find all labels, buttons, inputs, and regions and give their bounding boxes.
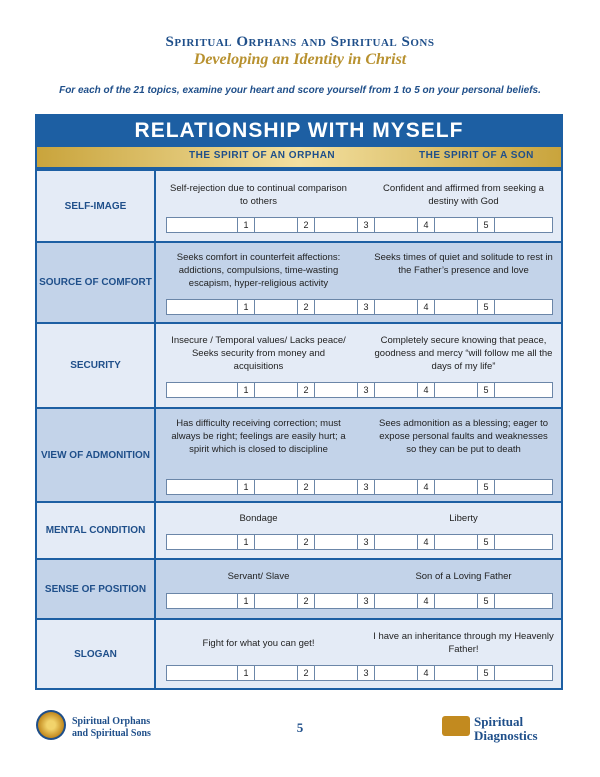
orphan-text: Self-rejection due to continual comparison to others bbox=[170, 183, 347, 207]
son-text: Confident and affirmed from seeking a destiny with God bbox=[383, 183, 544, 207]
score-5[interactable]: 5 bbox=[477, 535, 495, 549]
score-2[interactable]: 2 bbox=[297, 666, 315, 680]
score-scale[interactable] bbox=[166, 299, 553, 315]
score-5[interactable]: 5 bbox=[477, 218, 495, 232]
row-label: SELF-IMAGE bbox=[37, 171, 154, 241]
column-son: THE SPIRIT OF A SON bbox=[419, 150, 534, 161]
son-text: I have an inheritance through my Heavenly Father! bbox=[373, 631, 554, 655]
score-2[interactable]: 2 bbox=[297, 480, 315, 494]
score-1[interactable]: 1 bbox=[237, 594, 255, 608]
score-scale[interactable] bbox=[166, 382, 553, 398]
score-4[interactable]: 4 bbox=[417, 535, 435, 549]
score-5[interactable]: 5 bbox=[477, 480, 495, 494]
score-2[interactable]: 2 bbox=[297, 383, 315, 397]
score-1[interactable]: 1 bbox=[237, 666, 255, 680]
row-view-of-admonition bbox=[37, 409, 561, 501]
score-3[interactable]: 3 bbox=[357, 480, 375, 494]
score-3[interactable]: 3 bbox=[357, 594, 375, 608]
brand-line1: Spiritual bbox=[474, 714, 524, 729]
orphan-text: Has difficulty receiving correction; must always be right; feelings are easily hurt; a spirit which is closed to discipline bbox=[171, 418, 346, 455]
score-5[interactable]: 5 bbox=[477, 383, 495, 397]
score-scale[interactable] bbox=[166, 217, 553, 233]
score-1[interactable]: 1 bbox=[237, 218, 255, 232]
score-3[interactable]: 3 bbox=[357, 666, 375, 680]
son-text: Liberty bbox=[449, 513, 478, 524]
column-orphan: THE SPIRIT OF AN ORPHAN bbox=[189, 150, 336, 161]
row-label: SOURCE OF COMFORT bbox=[37, 243, 154, 322]
son-text: Sees admonition as a blessing; eager to expose personal faults and weaknesses so they can be put to death bbox=[379, 418, 548, 455]
score-5[interactable]: 5 bbox=[477, 594, 495, 608]
section-title: RELATIONSHIP WITH MYSELF bbox=[134, 119, 464, 142]
brand-line2: Diagnostics bbox=[474, 728, 538, 743]
row-sense-of-position bbox=[37, 560, 561, 618]
score-scale[interactable] bbox=[166, 534, 553, 550]
score-3[interactable]: 3 bbox=[357, 300, 375, 314]
scorecard bbox=[35, 114, 563, 690]
footer-logo-line1: Spiritual Orphans bbox=[72, 716, 151, 727]
score-2[interactable]: 2 bbox=[297, 218, 315, 232]
orphan-text: Insecure / Temporal values/ Lacks peace/ Seeks security from money and acquisitions bbox=[171, 335, 346, 372]
instructions: For each of the 21 topics, examine your heart and score yourself from 1 to 5 on your personal beliefs. bbox=[59, 85, 541, 96]
row-label: SLOGAN bbox=[37, 620, 154, 688]
row-self-image bbox=[37, 171, 561, 241]
score-3[interactable]: 3 bbox=[357, 383, 375, 397]
score-scale[interactable] bbox=[166, 593, 553, 609]
son-text: Seeks times of quiet and solitude to rest in the Father’s presence and love bbox=[374, 252, 553, 276]
spiritual-diagnostics-logo-icon bbox=[442, 716, 470, 736]
orphan-text: Bondage bbox=[239, 513, 278, 524]
son-text: Son of a Loving Father bbox=[415, 571, 512, 582]
header-subtitle: Developing an Identity in Christ bbox=[193, 51, 407, 68]
score-4[interactable]: 4 bbox=[417, 480, 435, 494]
son-text: Completely secure knowing that peace, goodness and mercy “will follow me all the days of my life” bbox=[374, 335, 553, 372]
score-2[interactable]: 2 bbox=[297, 300, 315, 314]
orphan-text: Servant/ Slave bbox=[227, 571, 290, 582]
row-label: SECURITY bbox=[37, 324, 154, 407]
score-1[interactable]: 1 bbox=[237, 480, 255, 494]
footer-logo-line2: and Spiritual Sons bbox=[72, 728, 151, 739]
score-4[interactable]: 4 bbox=[417, 383, 435, 397]
score-4[interactable]: 4 bbox=[417, 666, 435, 680]
score-1[interactable]: 1 bbox=[237, 535, 255, 549]
score-3[interactable]: 3 bbox=[357, 535, 375, 549]
score-2[interactable]: 2 bbox=[297, 535, 315, 549]
page-number: 5 bbox=[296, 720, 304, 735]
row-label: MENTAL CONDITION bbox=[37, 503, 154, 558]
orphan-text: Seeks comfort in counterfeit affections: addictions, compulsions, time-wasting escapism, hyper-religious activity bbox=[176, 252, 341, 289]
score-5[interactable]: 5 bbox=[477, 666, 495, 680]
score-1[interactable]: 1 bbox=[237, 300, 255, 314]
score-scale[interactable] bbox=[166, 665, 553, 681]
score-2[interactable]: 2 bbox=[297, 594, 315, 608]
row-label: SENSE OF POSITION bbox=[37, 560, 154, 618]
orphan-text: Fight for what you can get! bbox=[202, 638, 315, 649]
score-5[interactable]: 5 bbox=[477, 300, 495, 314]
score-1[interactable]: 1 bbox=[237, 383, 255, 397]
column-header-bar bbox=[37, 147, 561, 167]
header-title: Spiritual Orphans and Spiritual Sons bbox=[165, 34, 435, 50]
score-4[interactable]: 4 bbox=[417, 218, 435, 232]
row-slogan bbox=[37, 620, 561, 688]
score-3[interactable]: 3 bbox=[357, 218, 375, 232]
row-source-of-comfort bbox=[37, 243, 561, 322]
row-security bbox=[37, 324, 561, 407]
score-4[interactable]: 4 bbox=[417, 300, 435, 314]
score-4[interactable]: 4 bbox=[417, 594, 435, 608]
row-mental-condition bbox=[37, 503, 561, 558]
row-label: VIEW OF ADMONITION bbox=[37, 409, 154, 501]
score-scale[interactable] bbox=[166, 479, 553, 495]
